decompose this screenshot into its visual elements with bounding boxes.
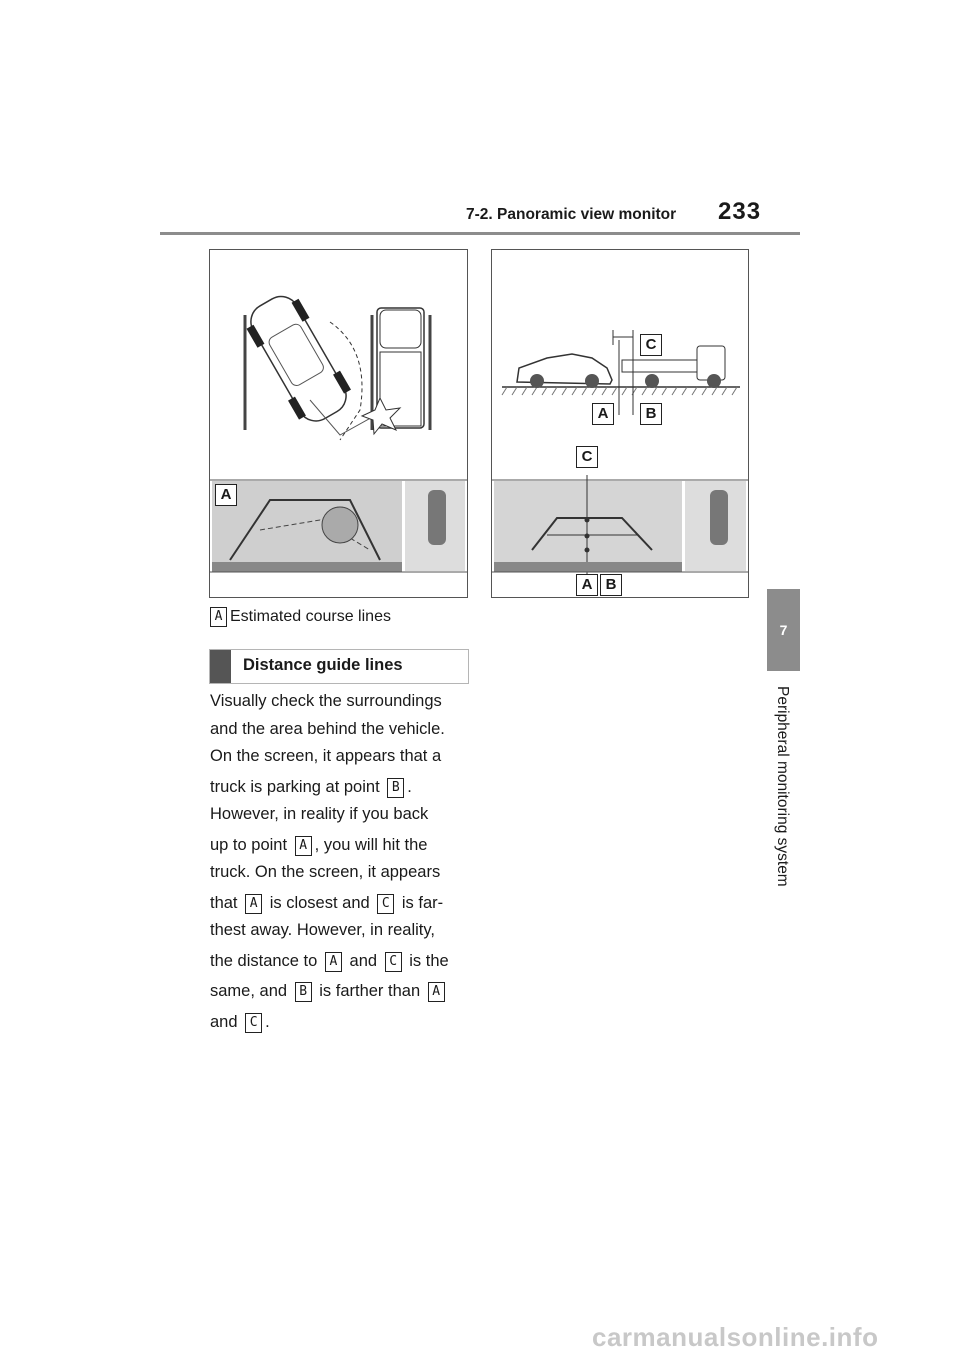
figure-right-label-c-bottom: C xyxy=(576,446,598,468)
ref-marker: C xyxy=(385,952,402,972)
figure-left-label-a: A xyxy=(215,484,237,506)
body-line: truck. On the screen, it appears xyxy=(210,863,441,881)
ref-marker: B xyxy=(295,982,312,1002)
ref-marker: C xyxy=(245,1013,262,1033)
section-heading xyxy=(209,649,469,684)
figure-left xyxy=(209,249,468,598)
figure-right-label-a-bottom: A xyxy=(576,574,598,596)
body-line: the distance to A and C is the xyxy=(210,951,449,970)
body-line: thest away. However, in reality, xyxy=(210,921,435,939)
figure-right-label-b-top: B xyxy=(640,403,662,425)
body-text xyxy=(210,688,480,1036)
ref-marker: A xyxy=(295,836,312,856)
body-line: However, in reality if you back xyxy=(210,805,429,823)
ref-marker: A xyxy=(245,894,262,914)
figure-right-label-b-bottom: B xyxy=(600,574,622,596)
body-line: truck is parking at point B . xyxy=(210,777,412,796)
figure-caption xyxy=(210,607,391,627)
body-line: that A is closest and C is far- xyxy=(210,893,444,912)
chapter-side-label: Peripheral monitoring system xyxy=(774,686,791,887)
figure-right-illustration xyxy=(492,250,748,597)
body-line: and C . xyxy=(210,1012,270,1031)
ref-marker: C xyxy=(377,894,394,914)
watermark: carmanualsonline.info xyxy=(592,1322,879,1352)
header-rule xyxy=(160,232,800,235)
ref-marker: A xyxy=(325,952,342,972)
section-heading-bar xyxy=(210,650,231,683)
caption-text: Estimated course lines xyxy=(230,608,391,625)
chapter-tab: 7 xyxy=(767,589,800,671)
caption-marker: A xyxy=(210,607,227,627)
page-number: 233 xyxy=(718,198,762,225)
ref-marker: B xyxy=(387,778,404,798)
figure-right-label-a-top: A xyxy=(592,403,614,425)
chapter-side-label-wrap xyxy=(771,686,791,906)
body-line: Visually check the surroundings xyxy=(210,692,442,710)
figure-left-illustration xyxy=(210,250,467,597)
body-line: up to point A , you will hit the xyxy=(210,835,428,854)
ref-marker: A xyxy=(428,982,445,1002)
section-heading-title: Distance guide lines xyxy=(243,656,403,674)
body-line: and the area behind the vehicle. xyxy=(210,719,445,738)
figure-right-label-c-top: C xyxy=(640,334,662,356)
figure-right xyxy=(491,249,749,598)
page-header-title: 7-2. Panoramic view monitor xyxy=(466,206,677,223)
body-line: On the screen, it appears that a xyxy=(210,747,442,765)
body-line: same, and B is farther than A xyxy=(210,978,480,1006)
